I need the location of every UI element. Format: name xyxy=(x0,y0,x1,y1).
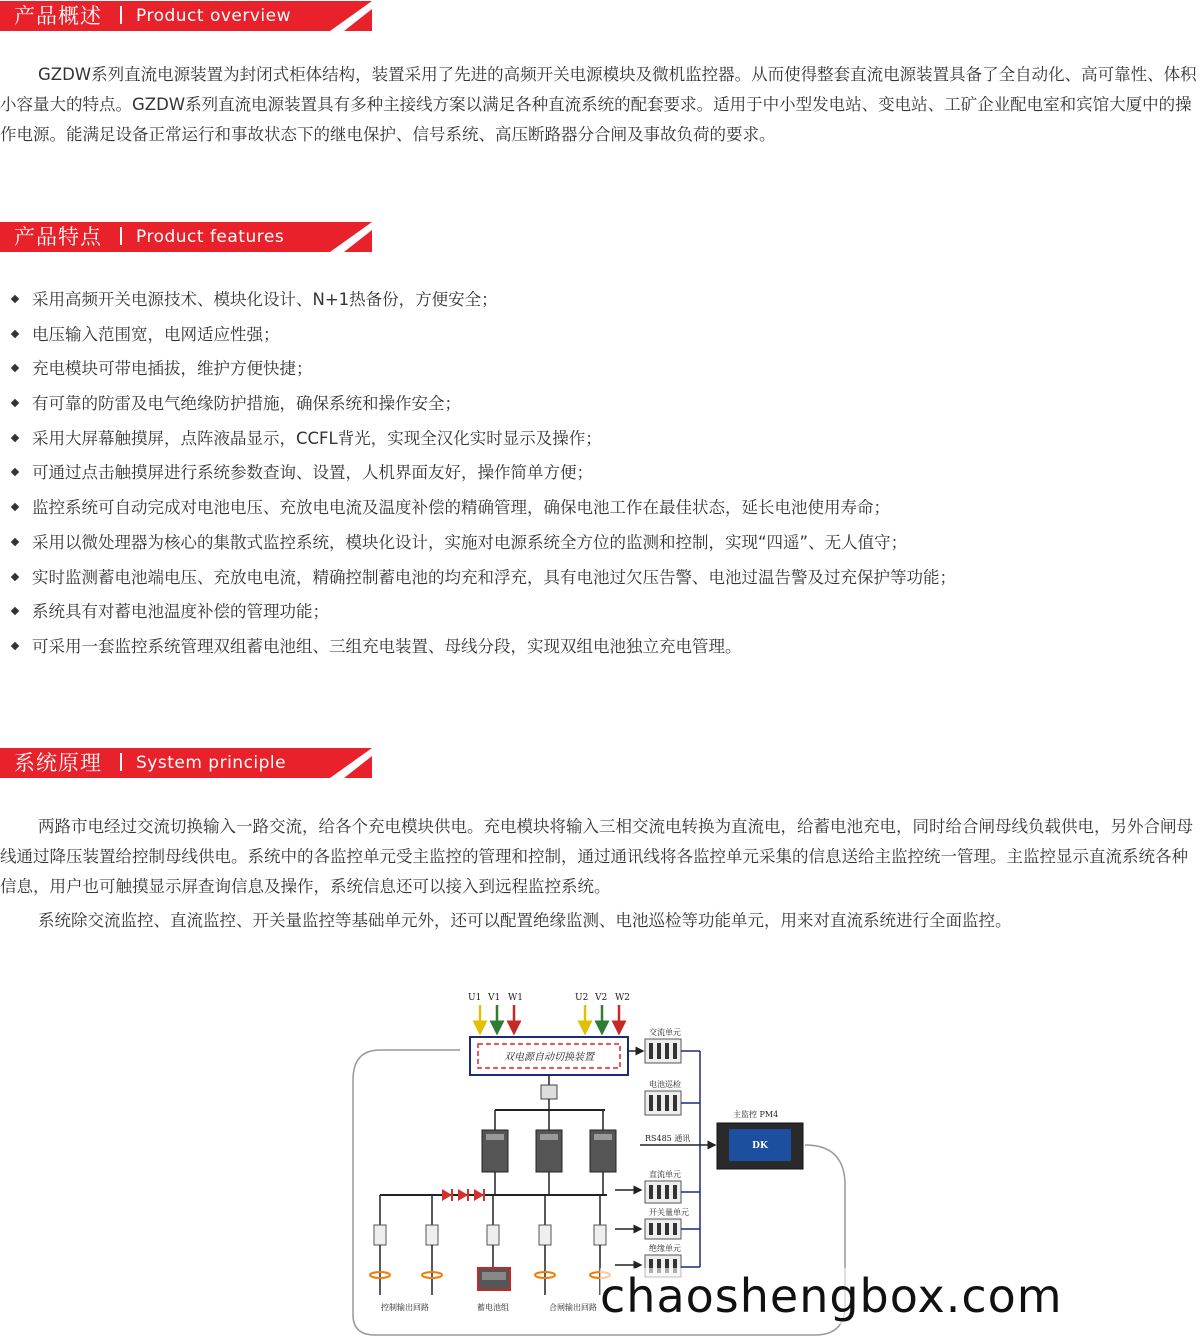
feature-item: 实时监测蓄电池端电压、充放电电流，精确控制蓄电池的均充和浮充，具有电池过欠压告警、电池过温告警及过充保护等功能； xyxy=(0,563,1200,598)
feature-item: 电压输入范围宽，电网适应性强； xyxy=(0,320,1200,355)
battery-patrol-label: 电池巡检 xyxy=(649,1080,681,1089)
overview-title-en: Product overview xyxy=(136,6,292,26)
feature-item: 可采用一套监控系统管理双组蓄电池组、三组充电装置、母线分段，实现双组电池独立充电管理。 xyxy=(0,632,1200,667)
closing-output-label: 合闸输出回路 xyxy=(549,1303,597,1312)
bullet-diamond-icon xyxy=(11,642,19,650)
battery-group-label: 蓄电池组 xyxy=(477,1303,509,1312)
main-monitor-device xyxy=(717,1123,803,1169)
bullet-diamond-icon xyxy=(11,468,19,476)
charger-module xyxy=(536,1130,562,1172)
phase-label: V1 xyxy=(488,993,501,1003)
bullet-diamond-icon xyxy=(11,538,19,546)
bullet-diamond-icon xyxy=(11,572,19,580)
principle-title-cn: 系统原理 xyxy=(14,751,102,775)
phase-label: V2 xyxy=(595,993,608,1003)
bullet-diamond-icon xyxy=(11,329,19,337)
dc-unit-label: 直流单元 xyxy=(649,1170,681,1179)
feature-item: 可通过点击触摸屏进行系统参数查询、设置，人机界面友好，操作简单方便； xyxy=(0,458,1200,493)
screen-logo: DK xyxy=(752,1141,768,1151)
rs485-label: RS485 通讯 xyxy=(645,1134,691,1143)
bullet-diamond-icon xyxy=(11,503,19,511)
feature-item: 采用高频开关电源技术、模块化设计、N+1热备份，方便安全； xyxy=(0,285,1200,320)
features-list xyxy=(0,285,1200,667)
principle-title-en: System principle xyxy=(136,753,287,773)
principle-paragraph-2: 系统除交流监控、直流监控、开关量监控等基础单元外，还可以配置绝缘监测、电池巡检等功能单元，用来对直流系统进行全面监控。 xyxy=(38,911,1012,930)
bullet-diamond-icon xyxy=(11,399,19,407)
features-header xyxy=(0,222,372,252)
feature-item: 有可靠的防雷及电气绝缘防护措施，确保系统和操作安全； xyxy=(0,389,1200,424)
insulation-label: 绝缘单元 xyxy=(649,1244,681,1253)
bullet-diamond-icon xyxy=(11,434,19,442)
feature-item: 充电模块可带电插拔，维护方便快捷； xyxy=(0,354,1200,389)
main-monitor-label: 主监控 PM4 xyxy=(733,1110,779,1119)
overview-text: GZDW系列直流电源装置为封闭式柜体结构，装置采用了先进的高频开关电源模块及微机监控器。从而使得整套直流电源装置具备了全自动化、高可靠性、体积小容量大的特点。GZDW系列直流电源装置具有多种主接线方案以满足各种直流系统的配套要求。适用于中小型发电站、变电站、工矿企业配电室和宾馆大厦中的操作电源。能满足设备正常运行和事故状态下的继电保护、信号系统、高压断路器分合闸及事故负荷的要求。 xyxy=(0,65,1197,144)
header-separator xyxy=(120,227,122,245)
bullet-diamond-icon xyxy=(11,364,19,372)
principle-header xyxy=(0,748,372,778)
feature-item: 采用以微处理器为核心的集散式监控系统，模块化设计，实施对电源系统全方位的监测和控制，实现“四遥”、无人值守； xyxy=(0,528,1200,563)
charger-module xyxy=(590,1130,616,1172)
phase-label: U2 xyxy=(575,993,589,1003)
feature-item: 采用大屏幕触摸屏，点阵液晶显示，CCFL背光，实现全汉化实时显示及操作； xyxy=(0,424,1200,459)
overview-title-cn: 产品概述 xyxy=(14,4,102,28)
features-title-en: Product features xyxy=(136,227,285,247)
feature-item: 系统具有对蓄电池温度补偿的管理功能； xyxy=(0,597,1200,632)
phase-label: W2 xyxy=(615,993,630,1003)
ac-unit-label: 交流单元 xyxy=(649,1028,681,1037)
features-title-cn: 产品特点 xyxy=(14,225,102,249)
bullet-diamond-icon xyxy=(11,607,19,615)
principle-paragraph-1: 两路市电经过交流切换输入一路交流，给各个充电模块供电。充电模块将输入三相交流电转换为直流电，给蓄电池充电，同时给合闸母线负载供电，另外合闸母线通过降压装置给控制母线供电。系统中的各监控单元受主监控的管理和控制，通过通讯线将各监控单元采集的信息送给主监控统一管理。主监控显示直流系统各种信息，用户也可触摸显示屏查询信息及操作，系统信息还可以接入到远程监控系统。 xyxy=(0,817,1193,896)
battery-group-icon xyxy=(478,1268,510,1290)
switch-qty-label: 开关量单元 xyxy=(649,1208,689,1217)
phase-label: W1 xyxy=(508,993,523,1003)
header-separator xyxy=(120,753,122,771)
bullet-diamond-icon xyxy=(11,295,19,303)
feature-item: 监控系统可自动完成对电池电压、充放电电流及温度补偿的精确管理，确保电池工作在最佳状态，延长电池使用寿命； xyxy=(0,493,1200,528)
switch-label: 双电源自动切换装置 xyxy=(504,1052,594,1063)
header-separator xyxy=(120,6,122,24)
phase-label: U1 xyxy=(468,993,482,1003)
control-output-label: 控制输出回路 xyxy=(381,1303,429,1312)
charger-module xyxy=(482,1130,508,1172)
watermark-text: chaoshengbox.com xyxy=(600,1269,1063,1323)
overview-header xyxy=(0,1,372,31)
